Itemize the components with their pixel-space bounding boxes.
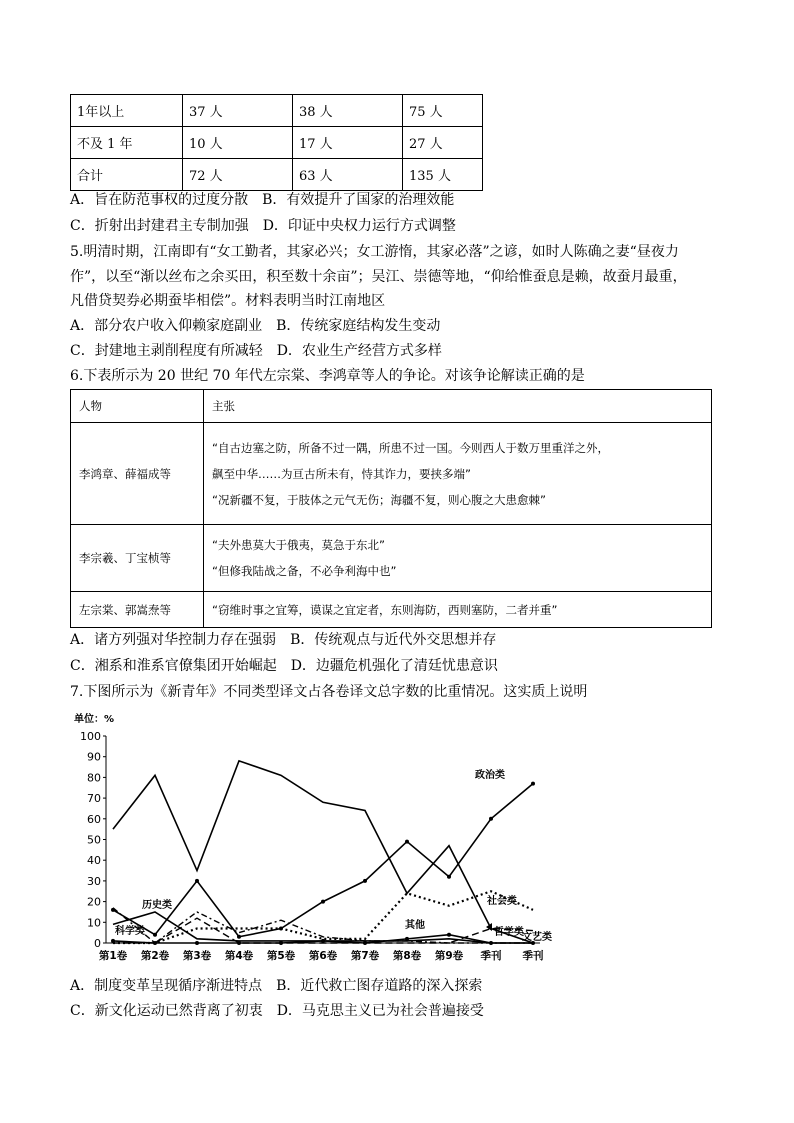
- table-cell: 75 人: [403, 95, 483, 127]
- q5-stem-line-1: 5.明清时期，江南即有“女工勤者，其家必兴；女工游惰，其家必落”之谚，如时人陈确之妻“昼夜力: [70, 244, 679, 260]
- person-cell: 李宗羲、丁宝桢等: [71, 525, 204, 592]
- data-point: [195, 879, 199, 883]
- claim-cell: [204, 423, 712, 525]
- data-point: [153, 933, 157, 937]
- y-tick-label: 60: [87, 812, 101, 826]
- claim-line: “窃维时事之宜筹，谟谋之宜定者，东则海防，西则塞防，二者并重”: [212, 602, 558, 617]
- y-tick-label: 90: [87, 750, 101, 764]
- claim-line: “自古边塞之防，所备不过一隅，所患不过一国。今则西人于数万里重洋之外，: [212, 440, 609, 455]
- y-tick-label: 80: [87, 771, 101, 785]
- table-cell: 37 人: [183, 95, 293, 127]
- q7-options-ab: A．制度变革呈现循序渐进特点 B．近代救亡图存道路的深入探索: [70, 978, 483, 994]
- y-tick-label: 50: [87, 833, 101, 847]
- debate-table: [70, 389, 712, 628]
- q5-options-ab: A．部分农户收入仰赖家庭副业 B．传统家庭结构发生变动: [70, 318, 441, 334]
- x-tick-label: 季刊: [480, 950, 502, 962]
- q4-options-ab: A．旨在防范事权的过度分散 B．有效提升了国家的治理效能: [70, 192, 455, 208]
- claim-line: 飙至中华……为亘古所未有，恃其诈力，要挟多端”: [212, 466, 471, 481]
- claim-line: “夫外患莫大于俄夷，莫急于东北”: [212, 538, 385, 552]
- table-cell: 27 人: [403, 127, 483, 159]
- x-tick-label: 季刊: [522, 950, 544, 962]
- y-tick-label: 10: [87, 916, 101, 930]
- q4-options-cd: C．折射出封建君主专制加强 D．印证中央权力运行方式调整: [70, 218, 456, 234]
- data-point: [321, 900, 325, 904]
- x-tick-label: 第3卷: [182, 950, 212, 962]
- y-tick-label: 20: [87, 895, 101, 909]
- x-tick-label: 第9卷: [434, 950, 464, 962]
- data-point: [489, 817, 493, 821]
- q7-stem: 7.下图所示为《新青年》不同类型译文占各卷译文总字数的比重情况。这实质上说明: [70, 684, 588, 700]
- series-label: 哲学类: [494, 927, 524, 938]
- header-claim: 主张: [204, 390, 712, 423]
- q6-options-ab: A．诸方列强对华控制力存在强弱 B．传统观点与近代外交思想并存: [70, 632, 497, 648]
- q6-stem: 6.下表所示为 20 世纪 70 年代左宗棠、李鸿章等人的争论。对该争论解读正确的是: [70, 368, 585, 384]
- series-label: 政治类: [475, 770, 505, 781]
- table-cell: 17 人: [293, 127, 403, 159]
- data-point: [237, 941, 241, 945]
- data-point: [405, 937, 409, 941]
- q5-stem-line-2: 作”，以至“渐以丝布之余买田，积至数十余亩”；吴江、崇德等地，“仰给惟蚕息是赖，故蚕月最重，: [70, 269, 687, 285]
- data-point: [279, 941, 283, 945]
- series-line-社会类: [113, 891, 533, 943]
- y-tick-label: 70: [87, 792, 101, 806]
- table-row: [71, 423, 712, 525]
- q6-options-cd: C．湘系和淮系官僚集团开始崛起 D．边疆危机强化了清廷忧患意识: [70, 658, 498, 674]
- data-point: [405, 840, 409, 844]
- claim-line: “但修我陆战之备，不必争利海中也”: [212, 564, 397, 578]
- table-row: [71, 127, 483, 159]
- table-cell: 72 人: [183, 159, 293, 191]
- x-tick-label: 第8卷: [392, 950, 422, 962]
- data-point: [531, 782, 535, 786]
- data-point: [237, 935, 241, 939]
- claim-cell: [204, 592, 712, 628]
- series-label: 其他: [405, 920, 425, 931]
- table-cell: 10 人: [183, 127, 293, 159]
- table-header-row: [71, 390, 712, 423]
- table-cell: 63 人: [293, 159, 403, 191]
- data-point: [195, 941, 199, 945]
- table-cell: 1年以上: [71, 95, 183, 127]
- x-tick-label: 第7卷: [350, 950, 380, 962]
- data-point: [489, 941, 493, 945]
- series-label: 文艺类: [522, 932, 552, 943]
- data-point: [111, 939, 115, 943]
- table-cell: 不及 1 年: [71, 127, 183, 159]
- person-cell: 李鸿章、薛福成等: [71, 423, 204, 525]
- x-tick-label: 第4卷: [224, 950, 254, 962]
- series-label: 科学类: [115, 926, 145, 937]
- series-label: 历史类: [142, 900, 172, 911]
- statistics-table: [70, 94, 483, 191]
- q7-options-cd: C．新文化运动已然背离了初衷 D．马克思主义已为社会普遍接受: [70, 1003, 484, 1019]
- translation-share-line-chart: [70, 708, 590, 970]
- data-point: [363, 879, 367, 883]
- y-tick-label: 40: [87, 854, 101, 868]
- data-point: [321, 939, 325, 943]
- x-tick-label: 第1卷: [98, 950, 128, 962]
- data-point: [363, 941, 367, 945]
- x-tick-label: 第5卷: [266, 950, 296, 962]
- x-tick-label: 第6卷: [308, 950, 338, 962]
- claim-cell: [204, 525, 712, 592]
- x-tick-label: 第2卷: [140, 950, 170, 962]
- person-cell: 左宗棠、郭嵩焘等: [71, 592, 204, 628]
- header-person: 人物: [71, 390, 204, 423]
- table-row: [71, 525, 712, 592]
- data-point: [447, 933, 451, 937]
- series-label: 社会类: [487, 896, 517, 907]
- q5-stem-line-3: 凡借贷契券必期蚕毕相偿”。材料表明当时江南地区: [70, 293, 386, 309]
- table-row: [71, 95, 483, 127]
- y-tick-label: 30: [87, 874, 101, 888]
- unit-label: 单位：%: [74, 714, 115, 725]
- data-point: [447, 875, 451, 879]
- q5-options-cd: C．封建地主剥削程度有所减轻 D．农业生产经营方式多样: [70, 343, 442, 359]
- series-line-文艺类: [113, 761, 533, 943]
- y-tick-label: 0: [94, 937, 101, 950]
- series-line-政治类: [113, 784, 533, 937]
- table-cell: 合计: [71, 159, 183, 191]
- table-row: [71, 592, 712, 628]
- claim-line: “况新疆不复，于肢体之元气无伤；海疆不复，则心腹之大患愈棘”: [212, 492, 546, 507]
- table-cell: 38 人: [293, 95, 403, 127]
- table-row: [71, 159, 483, 191]
- y-tick-label: 100: [80, 730, 101, 743]
- data-point: [153, 941, 157, 945]
- table-cell: 135 人: [403, 159, 483, 191]
